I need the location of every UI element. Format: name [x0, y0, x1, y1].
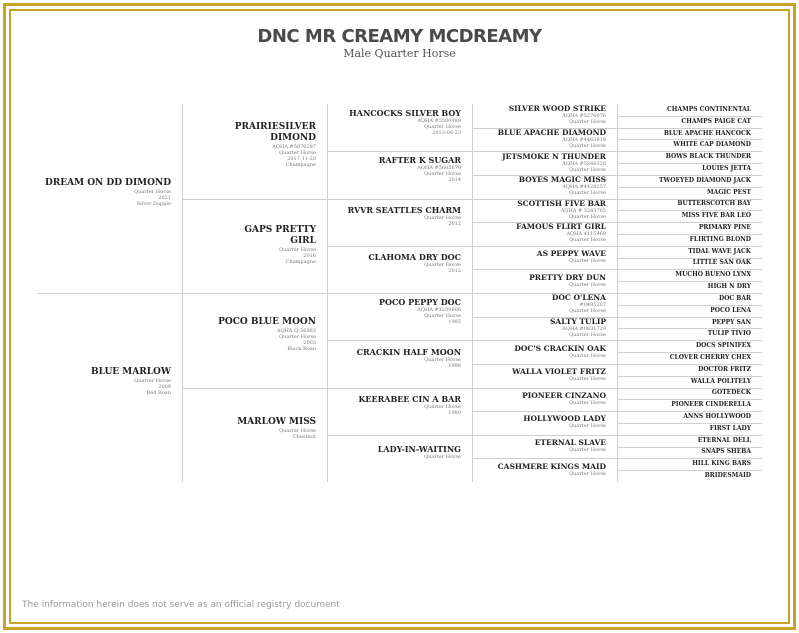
row-separator	[182, 199, 327, 200]
horse-detail: 1980	[448, 410, 461, 416]
horse-detail: Quarter Horse	[424, 215, 461, 221]
horse-entry	[611, 189, 751, 197]
horse-detail: 2012	[448, 268, 461, 274]
horse-detail: AQHA #4463818	[562, 137, 606, 143]
row-separator	[472, 458, 617, 459]
horse-entry	[611, 153, 751, 161]
horse-entry	[466, 391, 606, 406]
horse-detail: 2016	[303, 253, 316, 259]
horse-entry	[321, 205, 461, 227]
horse-entry	[611, 224, 751, 232]
horse-detail: Quarter Horse	[424, 357, 461, 363]
horse-name: FIRST LADY	[709, 425, 751, 432]
horse-name: HANCOCKS SILVER BOY	[349, 108, 461, 118]
horse-name: TULIP TIVIO	[707, 330, 751, 337]
horse-entry	[466, 462, 606, 477]
row-separator	[617, 187, 762, 188]
horse-detail: Quarter Horse	[569, 282, 606, 288]
row-separator	[617, 411, 762, 412]
horse-name: TWOEYED DIAMOND JACK	[659, 177, 751, 184]
horse-name: MISS FIVE BAR LEO	[681, 212, 751, 219]
horse-entry	[611, 236, 751, 244]
horse-entry	[321, 108, 461, 136]
row-separator	[617, 376, 762, 377]
horse-entry	[611, 401, 751, 409]
row-separator	[617, 116, 762, 117]
horse-detail: 2021	[158, 195, 171, 201]
horse-entry	[31, 178, 171, 207]
horse-entry	[611, 342, 751, 350]
horse-entry	[216, 225, 316, 265]
horse-detail: Quarter Horse	[569, 332, 606, 338]
horse-name: CLOVER CHERRY CHEX	[669, 354, 751, 361]
row-separator	[617, 128, 762, 129]
horse-entry	[216, 317, 316, 352]
row-separator	[472, 269, 617, 270]
horse-name: BOYES MAGIC MISS	[518, 175, 606, 184]
horse-name: TIDAL WAVE JACK	[688, 248, 751, 255]
horse-detail: Quarter Horse	[134, 189, 171, 195]
row-separator	[617, 352, 762, 353]
row-separator	[327, 340, 472, 341]
horse-name: CHAMPS CONTINENTAL	[667, 106, 751, 113]
horse-entry	[611, 378, 751, 386]
row-separator	[182, 388, 327, 389]
horse-entry	[466, 128, 606, 149]
row-separator	[617, 305, 762, 306]
horse-name: POCO BLUE MOON	[218, 317, 316, 327]
horse-detail: AQHA #4428257	[562, 184, 606, 190]
horse-entry	[611, 437, 751, 445]
horse-entry	[216, 417, 316, 440]
horse-entry	[611, 212, 751, 220]
horse-entry	[466, 222, 606, 243]
row-separator	[617, 175, 762, 176]
row-separator	[327, 199, 472, 200]
horse-entry	[466, 249, 606, 264]
horse-detail: 2012	[448, 221, 461, 227]
horse-name: AS PEPPY WAVE	[536, 249, 606, 258]
row-separator	[472, 388, 617, 389]
row-separator	[327, 151, 472, 152]
horse-entry	[611, 259, 751, 267]
horse-detail: Quarter Horse	[424, 262, 461, 268]
horse-entry	[321, 347, 461, 369]
horse-detail: Quarter Horse	[569, 471, 606, 477]
horse-entry	[611, 165, 751, 173]
horse-name: SCOTTISH FIVE BAR	[517, 199, 606, 208]
horse-detail: Quarter Horse	[424, 124, 461, 130]
horse-entry	[466, 175, 606, 196]
horse-name: HOLLYWOOD LADY	[523, 414, 606, 423]
horse-detail: 2017-11-20	[287, 156, 316, 162]
horse-detail: Quarter Horse	[569, 308, 606, 314]
horse-detail: Black Roan	[287, 346, 316, 352]
horse-name: GAPS PRETTY GIRL	[244, 225, 316, 246]
horse-name: DREAM ON DD DIMOND	[44, 178, 171, 188]
horse-entry	[611, 177, 751, 185]
horse-name: LADY-IN-WAITING	[377, 444, 461, 454]
horse-name: BRIDESMAID	[704, 472, 751, 479]
horse-entry	[611, 200, 751, 208]
horse-detail: Chestnut	[292, 434, 316, 440]
horse-entry	[466, 152, 606, 173]
horse-name: RVVR SEATTLES CHARM	[347, 205, 461, 215]
horse-name: CRACKIN HALF MOON	[356, 347, 461, 357]
row-separator	[472, 246, 617, 247]
horse-detail: AQHA #5605670	[417, 165, 461, 171]
horse-detail: AQHA #5870297	[272, 144, 316, 150]
row-separator	[472, 364, 617, 365]
horse-name: CLAHOMA DRY DOC	[368, 252, 461, 262]
horse-detail: Quarter Horse	[279, 428, 316, 434]
horse-name: ETERNAL SLAVE	[534, 438, 606, 447]
horse-entry	[611, 354, 751, 362]
horse-name: HIGH N DRY	[707, 283, 751, 290]
horse-name: PIONEER CINZANO	[522, 391, 606, 400]
horse-detail: Quarter Horse	[569, 258, 606, 264]
horse-detail: Quarter Horse	[569, 190, 606, 196]
horse-name: ETERNAL DELL	[697, 437, 751, 444]
horse-detail: 2014	[448, 177, 461, 183]
horse-detail: Red Roan	[146, 390, 171, 396]
horse-name: WALLA VIOLET FRITZ	[512, 367, 606, 376]
horse-entry	[466, 438, 606, 453]
horse-entry	[611, 389, 751, 397]
horse-name: PRIMARY PINE	[698, 224, 751, 231]
horse-name: CHAMPS PAIGE CAT	[681, 118, 751, 125]
horse-entry	[611, 448, 751, 456]
horse-detail: 2013-08-23	[432, 130, 461, 136]
horse-entry	[321, 155, 461, 183]
horse-entry	[611, 425, 751, 433]
horse-name: SNAPS SHEBA	[701, 448, 751, 455]
horse-name: BUTTERSCOTCH BAY	[677, 200, 751, 207]
horse-name: BOWS BLACK THUNDER	[665, 153, 751, 160]
horse-detail: Quarter Horse	[134, 378, 171, 384]
horse-name: FAMOUS FLIRT GIRL	[516, 222, 606, 231]
horse-detail: Silver Dapple	[136, 201, 171, 207]
horse-entry	[611, 141, 751, 149]
horse-entry	[466, 293, 606, 314]
horse-detail: Champagne	[285, 259, 316, 265]
horse-entry	[611, 106, 751, 114]
horse-name: BLUE APACHE HANCOCK	[663, 130, 751, 137]
horse-detail: Quarter Horse	[424, 313, 461, 319]
horse-detail: Quarter Horse	[569, 143, 606, 149]
horse-entry	[321, 297, 461, 325]
row-separator	[327, 435, 472, 436]
horse-name: BLUE MARLOW	[91, 367, 171, 377]
pedigree-subtitle: Male Quarter Horse	[343, 47, 456, 60]
horse-name: CASHMERE KINGS MAID	[497, 462, 606, 471]
horse-name: POCO LENA	[710, 307, 751, 314]
horse-name: LOUIES JETTA	[702, 165, 751, 172]
horse-detail: Quarter Horse	[569, 237, 606, 243]
horse-name: PRAIRIESILVER DIMOND	[234, 122, 316, 143]
horse-name: GOTEDECK	[711, 389, 751, 396]
horse-detail: AQHA #5500489	[417, 118, 461, 124]
horse-name: LITTLE SAN OAK	[692, 259, 751, 266]
horse-detail: AQHA Q-56983	[276, 328, 316, 334]
horse-detail: AQHA 4115469	[566, 231, 606, 237]
horse-detail: AQHA #0831729	[562, 326, 606, 332]
horse-name: DOC'S CRACKIN OAK	[514, 344, 606, 353]
horse-detail: AQHA #1239606	[417, 307, 461, 313]
horse-name: WALLA POLITELY	[690, 378, 751, 385]
horse-entry	[611, 248, 751, 256]
horse-name: PEPPY SAN	[712, 319, 751, 326]
horse-detail: Quarter Horse	[569, 119, 606, 125]
row-separator	[327, 388, 472, 389]
horse-entry	[466, 344, 606, 359]
horse-entry	[216, 122, 316, 168]
row-separator	[472, 411, 617, 412]
horse-name: ANNS HOLLYWOOD	[683, 413, 751, 420]
horse-entry	[321, 394, 461, 416]
horse-name: MAGIC PEST	[707, 189, 751, 196]
horse-entry	[611, 472, 751, 480]
horse-entry	[611, 307, 751, 315]
row-separator	[617, 435, 762, 436]
horse-detail: Quarter Horse	[569, 353, 606, 359]
horse-name: BLUE APACHE DIAMOND	[497, 128, 606, 137]
horse-name: DOC O'LENA	[551, 293, 606, 302]
horse-detail: Quarter Horse	[424, 404, 461, 410]
horse-detail: Quarter Horse	[424, 171, 461, 177]
row-separator	[617, 293, 762, 294]
horse-entry	[611, 413, 751, 421]
horse-name: MARLOW MISS	[237, 417, 316, 427]
horse-detail: Quarter Horse	[569, 447, 606, 453]
horse-entry	[611, 283, 751, 291]
horse-name: FLIRTING BLOND	[689, 236, 751, 243]
row-separator	[327, 246, 472, 247]
disclaimer-footer: The information herein does not serve as an official registry document	[22, 600, 340, 610]
horse-detail: Quarter Horse	[279, 247, 316, 253]
row-separator	[617, 317, 762, 318]
horse-name: PRETTY DRY DUN	[529, 273, 606, 282]
row-separator	[617, 246, 762, 247]
horse-detail: Quarter Horse	[569, 423, 606, 429]
horse-entry	[466, 367, 606, 382]
horse-name: RAFTER K SUGAR	[378, 155, 461, 165]
row-separator	[617, 364, 762, 365]
horse-detail: #0495207	[579, 302, 606, 308]
horse-name: JETSMOKE N THUNDER	[502, 152, 606, 161]
row-separator	[617, 423, 762, 424]
row-separator	[617, 163, 762, 164]
horse-entry	[466, 104, 606, 125]
horse-detail: Quarter Horse	[279, 150, 316, 156]
horse-entry	[611, 319, 751, 327]
horse-name: PIONEER CINDERELLA	[671, 401, 751, 408]
horse-entry	[611, 118, 751, 126]
row-separator	[472, 340, 617, 341]
horse-detail: AQHA #5846326	[562, 161, 606, 167]
horse-detail: 1985	[448, 319, 461, 325]
horse-entry	[466, 273, 606, 288]
row-separator	[617, 222, 762, 223]
horse-name: DOC BAR	[718, 295, 751, 302]
horse-detail: Quarter Horse	[569, 400, 606, 406]
horse-name: MUCHO BUENO LYNX	[675, 271, 751, 278]
horse-name: KEERABEE CIN A BAR	[358, 394, 461, 404]
horse-entry	[466, 317, 606, 338]
horse-entry	[611, 460, 751, 468]
row-separator	[472, 435, 617, 436]
horse-detail: AQHA #5276076	[562, 113, 606, 119]
horse-name: SALTY TULIP	[550, 317, 606, 326]
horse-detail: Quarter Horse	[279, 334, 316, 340]
horse-entry	[466, 414, 606, 429]
row-separator	[37, 293, 182, 294]
horse-detail: 1998	[448, 363, 461, 369]
horse-entry	[321, 252, 461, 274]
horse-detail: AQHA # 3243705	[560, 208, 606, 214]
horse-entry	[611, 366, 751, 374]
horse-name: WHITE CAP DIAMOND	[673, 141, 751, 148]
horse-detail: Quarter Horse	[569, 167, 606, 173]
horse-entry	[466, 199, 606, 220]
horse-name: DOCTOR FRITZ	[698, 366, 751, 373]
row-separator	[182, 293, 327, 294]
horse-entry	[321, 444, 461, 460]
horse-name: SILVER WOOD STRIKE	[508, 104, 606, 113]
horse-detail: Quarter Horse	[569, 214, 606, 220]
horse-detail: 2003	[303, 340, 316, 346]
horse-detail: Quarter Horse	[569, 376, 606, 382]
horse-entry	[31, 367, 171, 396]
horse-name: HILL KING BARS	[692, 460, 751, 467]
horse-detail: 2009	[158, 384, 171, 390]
horse-entry	[611, 330, 751, 338]
horse-name: POCO PEPPY DOC	[378, 297, 461, 307]
pedigree-title: DNC MR CREAMY MCDREAMY	[257, 26, 542, 47]
horse-detail: Champagne	[285, 162, 316, 168]
horse-entry	[611, 295, 751, 303]
horse-detail: Quarter Horse	[424, 454, 461, 460]
row-separator	[617, 234, 762, 235]
horse-name: DOCS SPINIFEX	[695, 342, 751, 349]
horse-entry	[611, 271, 751, 279]
row-separator	[327, 293, 472, 294]
horse-entry	[611, 130, 751, 138]
